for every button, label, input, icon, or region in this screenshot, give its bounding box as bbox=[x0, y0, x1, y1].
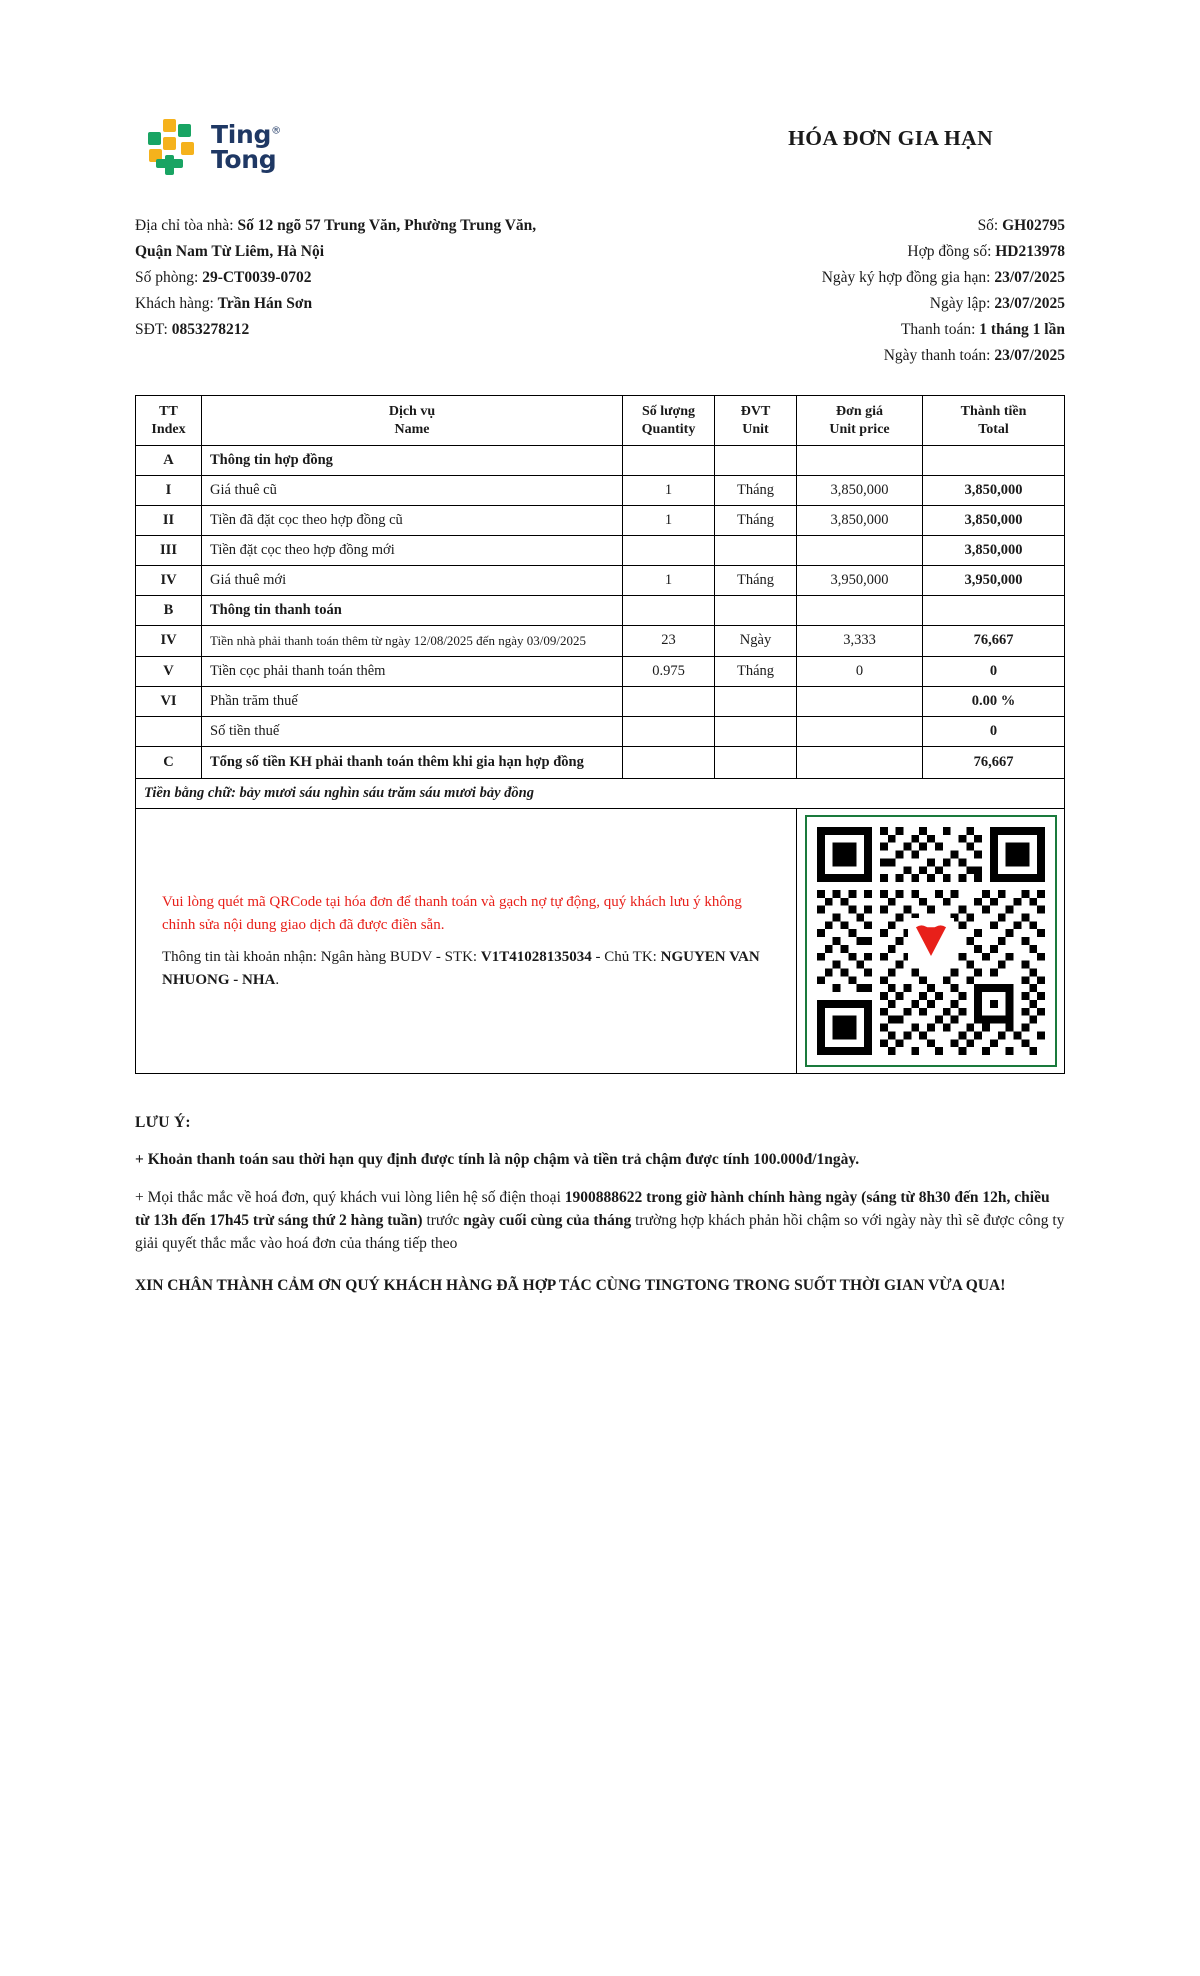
cell-index: IV bbox=[136, 566, 202, 596]
cell-total bbox=[923, 596, 1065, 626]
meta-label: Ngày ký hợp đồng gia hạn: bbox=[821, 269, 991, 287]
meta-row bbox=[135, 291, 536, 317]
cell-total: 76,667 bbox=[923, 746, 1065, 779]
header-line-1: Đơn giá bbox=[835, 404, 884, 420]
payment-row bbox=[136, 809, 1065, 1074]
cell-unit bbox=[715, 746, 797, 779]
meta-row bbox=[822, 317, 1065, 343]
meta-label: Ngày thanh toán: bbox=[883, 347, 991, 365]
cell-name: Tiền cọc phải thanh toán thêm bbox=[202, 656, 623, 686]
header-line-2: Unit bbox=[742, 421, 769, 437]
meta-value: 23/07/2025 bbox=[994, 269, 1065, 287]
cell-index: A bbox=[136, 446, 202, 476]
meta-label: Số: bbox=[977, 217, 999, 234]
qr-code-cell[interactable] bbox=[797, 809, 1065, 1074]
cell-unit bbox=[715, 446, 797, 476]
meta-value: 23/07/2025 bbox=[994, 295, 1065, 313]
meta-value: 0853278212 bbox=[171, 321, 250, 339]
cell-unit-price: 3,850,000 bbox=[797, 476, 923, 506]
meta-row bbox=[822, 239, 1065, 265]
cell-name: Thông tin hợp đồng bbox=[202, 446, 623, 476]
logo-line-1: Ting bbox=[211, 120, 272, 149]
note-contact-part-1: + Mọi thắc mắc về hoá đơn, quý khách vui lòng liên hệ số điện thoại bbox=[135, 1188, 561, 1206]
cell-unit bbox=[715, 596, 797, 626]
note-contact-part-3: trước bbox=[426, 1211, 460, 1229]
cell-quantity: 1 bbox=[623, 476, 715, 506]
table-row bbox=[136, 746, 1065, 779]
logo-mark-icon bbox=[143, 118, 201, 176]
meta-label: Thanh toán: bbox=[900, 321, 976, 339]
meta-row bbox=[135, 213, 536, 239]
cell-name: Giá thuê mới bbox=[202, 566, 623, 596]
payment-account bbox=[162, 946, 772, 991]
cell-total: 0 bbox=[923, 656, 1065, 686]
logo-line-2: Tong bbox=[211, 145, 277, 174]
invoice-meta bbox=[135, 213, 1065, 369]
cell-quantity: 1 bbox=[623, 566, 715, 596]
cell-unit-price: 3,333 bbox=[797, 626, 923, 657]
qr-code[interactable] bbox=[805, 815, 1057, 1067]
cell-name: Số tiền thuế bbox=[202, 716, 623, 746]
cell-total: 0.00 % bbox=[923, 686, 1065, 716]
cell-quantity bbox=[623, 446, 715, 476]
cell-name: Tiền đặt cọc theo hợp đồng mới bbox=[202, 536, 623, 566]
amount-in-words: Tiền bằng chữ: bảy mươi sáu nghìn sáu trăm sáu mươi bảy đồng bbox=[136, 779, 1065, 809]
cell-name: Giá thuê cũ bbox=[202, 476, 623, 506]
meta-row bbox=[822, 343, 1065, 369]
cell-index bbox=[136, 716, 202, 746]
payment-info-cell bbox=[136, 809, 797, 1074]
header-line-1: Số lượng bbox=[641, 404, 696, 420]
cell-unit-price bbox=[797, 536, 923, 566]
cell-unit-price: 3,950,000 bbox=[797, 566, 923, 596]
invoice-header bbox=[135, 0, 1065, 176]
cell-quantity bbox=[623, 746, 715, 779]
cell-index: IV bbox=[136, 626, 202, 657]
meta-value: Quận Nam Từ Liêm, Hà Nội bbox=[135, 243, 325, 261]
meta-label: SĐT: bbox=[135, 321, 168, 339]
meta-row bbox=[822, 213, 1065, 239]
invoice-notes bbox=[135, 1114, 1065, 1297]
cell-name: Tiền nhà phải thanh toán thêm từ ngày 12/08/2025 đến ngày 03/09/2025 bbox=[202, 626, 623, 657]
cell-unit: Ngày bbox=[715, 626, 797, 657]
table-row bbox=[136, 626, 1065, 657]
notes-heading: LƯU Ý: bbox=[135, 1114, 191, 1132]
meta-label: Khách hàng: bbox=[135, 295, 214, 313]
table-row bbox=[136, 656, 1065, 686]
cell-unit-price bbox=[797, 686, 923, 716]
meta-row bbox=[135, 265, 536, 291]
cell-unit-price bbox=[797, 716, 923, 746]
header-line-2: Unit price bbox=[829, 421, 890, 437]
cell-unit bbox=[715, 716, 797, 746]
note-contact bbox=[135, 1186, 1065, 1256]
header-line-1: Dịch vụ bbox=[388, 404, 436, 420]
table-row bbox=[136, 536, 1065, 566]
cell-unit: Tháng bbox=[715, 566, 797, 596]
cell-index: B bbox=[136, 596, 202, 626]
cell-total: 76,667 bbox=[923, 626, 1065, 657]
header-line-2: Total bbox=[978, 421, 1009, 437]
cell-unit-price: 0 bbox=[797, 656, 923, 686]
meta-value: HD213978 bbox=[995, 243, 1065, 261]
table-header-row bbox=[136, 396, 1065, 446]
note-thanks: XIN CHÂN THÀNH CẢM ƠN QUÝ KHÁCH HÀNG ĐÃ HỢP TÁC CÙNG TINGTONG TRONG SUỐT THỜI GIAN VỪA QUA! bbox=[135, 1277, 1006, 1295]
column-header-unit-price bbox=[797, 396, 923, 446]
cell-unit-price bbox=[797, 446, 923, 476]
cell-index: V bbox=[136, 656, 202, 686]
cell-unit: Tháng bbox=[715, 506, 797, 536]
meta-right-column bbox=[822, 213, 1065, 369]
cell-total: 3,850,000 bbox=[923, 476, 1065, 506]
header-line-1: Thành tiền bbox=[960, 404, 1027, 420]
meta-value: 23/07/2025 bbox=[994, 347, 1065, 365]
meta-value: 1 tháng 1 lần bbox=[979, 321, 1065, 339]
column-header-quantity bbox=[623, 396, 715, 446]
tingtong-logo bbox=[143, 118, 281, 176]
meta-row bbox=[822, 291, 1065, 317]
cell-unit-price bbox=[797, 596, 923, 626]
heart-icon bbox=[908, 918, 954, 964]
column-header-total bbox=[923, 396, 1065, 446]
cell-index: III bbox=[136, 536, 202, 566]
meta-left-column bbox=[135, 213, 536, 369]
cell-total: 0 bbox=[923, 716, 1065, 746]
cell-index: C bbox=[136, 746, 202, 779]
meta-label: Hợp đồng số: bbox=[907, 243, 992, 261]
header-line-1: TT bbox=[159, 404, 178, 420]
cell-unit-price: 3,850,000 bbox=[797, 506, 923, 536]
table-row bbox=[136, 446, 1065, 476]
cell-quantity: 23 bbox=[623, 626, 715, 657]
cell-index: II bbox=[136, 506, 202, 536]
meta-value: GH02795 bbox=[1002, 217, 1065, 234]
invoice-table bbox=[135, 395, 1065, 1074]
cell-unit-price bbox=[797, 746, 923, 779]
meta-value: Số 12 ngõ 57 Trung Văn, Phường Trung Văn, bbox=[237, 217, 537, 234]
note-contact-deadline: ngày cuối cùng của tháng bbox=[463, 1211, 632, 1229]
account-prefix: Thông tin tài khoản nhận: Ngân hàng BUDV - STK: bbox=[162, 949, 478, 966]
cell-total: 3,850,000 bbox=[923, 506, 1065, 536]
cell-index: VI bbox=[136, 686, 202, 716]
meta-row bbox=[135, 317, 536, 343]
logo-registered: ® bbox=[271, 125, 281, 137]
cell-name: Thông tin thanh toán bbox=[202, 596, 623, 626]
meta-label: Ngày lập: bbox=[929, 295, 991, 313]
amount-in-words-row bbox=[136, 779, 1065, 809]
cell-quantity bbox=[623, 536, 715, 566]
meta-value: Trần Hán Sơn bbox=[217, 295, 313, 313]
cell-quantity: 0.975 bbox=[623, 656, 715, 686]
table-row bbox=[136, 596, 1065, 626]
cell-quantity bbox=[623, 596, 715, 626]
table-row bbox=[136, 506, 1065, 536]
header-line-2: Index bbox=[151, 421, 186, 437]
cell-unit: Tháng bbox=[715, 476, 797, 506]
note-late-payment: + Khoản thanh toán sau thời hạn quy định được tính là nộp chậm và tiền trả chậm được tính 100.000đ/1ngày. bbox=[135, 1151, 860, 1169]
column-header-unit bbox=[715, 396, 797, 446]
cell-name: Phần trăm thuế bbox=[202, 686, 623, 716]
table-row bbox=[136, 566, 1065, 596]
cell-name: Tiền đã đặt cọc theo hợp đồng cũ bbox=[202, 506, 623, 536]
header-line-2: Quantity bbox=[641, 421, 696, 437]
account-number: V1T41028135034 bbox=[480, 949, 592, 966]
meta-row bbox=[822, 265, 1065, 291]
cell-unit: Tháng bbox=[715, 656, 797, 686]
table-row bbox=[136, 716, 1065, 746]
cell-index: I bbox=[136, 476, 202, 506]
header-line-2: Name bbox=[394, 421, 430, 437]
note-contact-part-5: trường hợp khách phản hồi chậm so với ngày này thì sẽ được công ty giải quyết thắc mắc vào hoá đơn của tháng tiếp theo bbox=[135, 1211, 1065, 1253]
cell-unit bbox=[715, 536, 797, 566]
meta-label: Địa chỉ tòa nhà: bbox=[135, 217, 234, 234]
meta-row bbox=[135, 239, 536, 265]
cell-total: 3,950,000 bbox=[923, 566, 1065, 596]
meta-value: 29-CT0039-0702 bbox=[202, 269, 312, 287]
cell-name: Tổng số tiền KH phải thanh toán thêm khi gia hạn hợp đồng bbox=[202, 746, 623, 779]
meta-label: Số phòng: bbox=[135, 269, 199, 287]
table-row bbox=[136, 476, 1065, 506]
cell-total: 3,850,000 bbox=[923, 536, 1065, 566]
cell-quantity: 1 bbox=[623, 506, 715, 536]
cell-quantity bbox=[623, 686, 715, 716]
account-mid: - Chủ TK: bbox=[595, 949, 657, 966]
cell-quantity bbox=[623, 716, 715, 746]
note-contact-hotline: 1900888622 trong giờ hành chính hàng ngày (sáng từ 8h30 đến 12h, chiều từ 13h đến 17h45 trừ sáng thứ 2 hàng tuần) bbox=[135, 1188, 1050, 1229]
logo-wordmark bbox=[211, 122, 281, 172]
column-header-name bbox=[202, 396, 623, 446]
account-holder: NGUYEN VAN NHUONG - NHA bbox=[162, 949, 760, 988]
payment-warning: Vui lòng quét mã QRCode tại hóa đơn để thanh toán và gạch nợ tự động, quý khách lưu ý không chỉnh sửa nội dung giao dịch đã được điền sẵn. bbox=[162, 894, 742, 933]
page-title: HÓA ĐƠN GIA HẠN bbox=[788, 126, 993, 150]
column-header-index bbox=[136, 396, 202, 446]
cell-unit bbox=[715, 686, 797, 716]
cell-total bbox=[923, 446, 1065, 476]
table-row bbox=[136, 686, 1065, 716]
header-line-1: ĐVT bbox=[740, 404, 771, 420]
account-suffix: . bbox=[275, 971, 280, 988]
